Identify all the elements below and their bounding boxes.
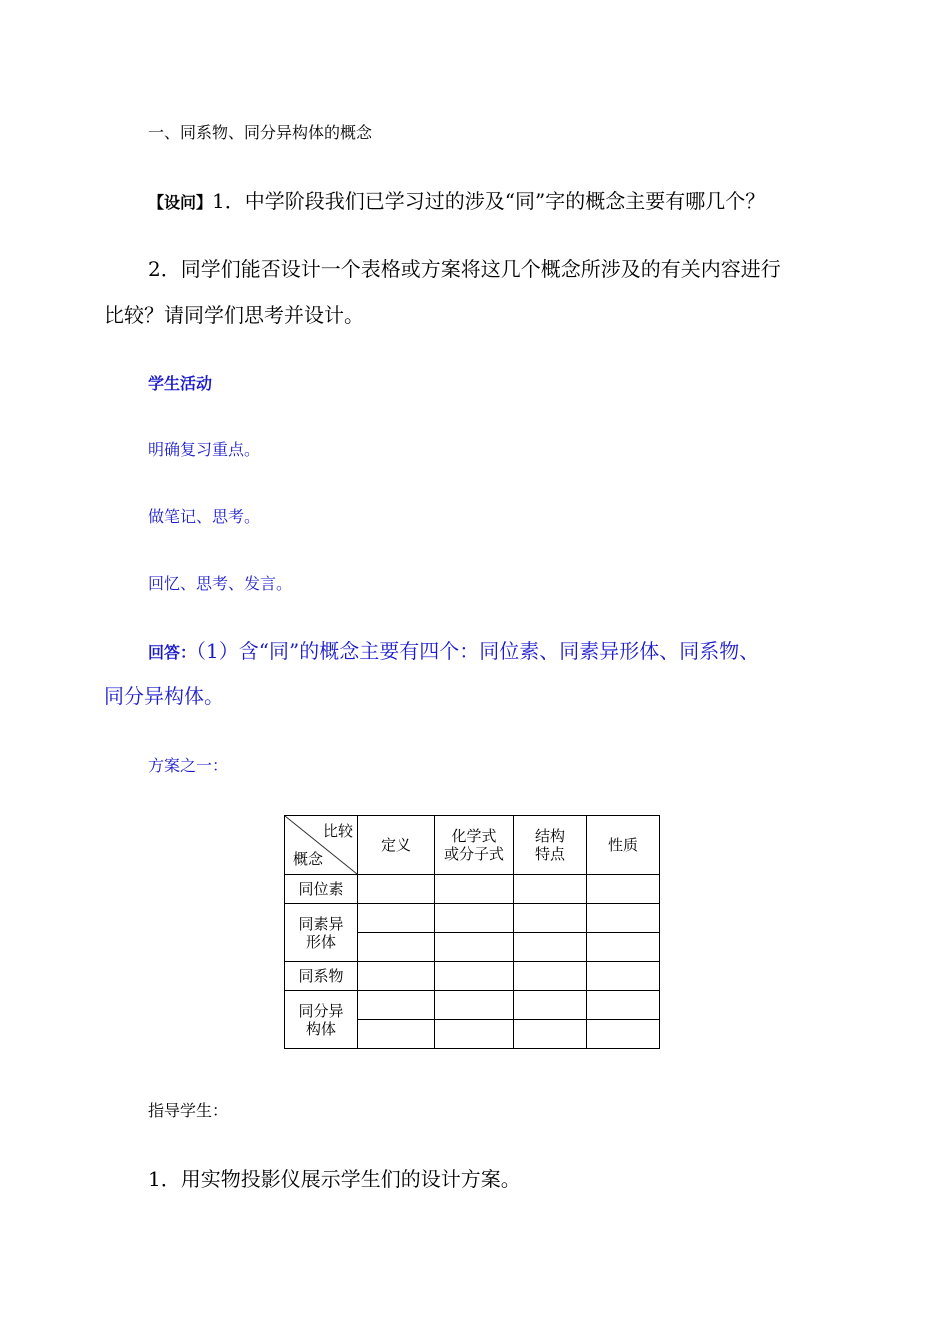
row-label-isotope: 同位素: [285, 875, 358, 904]
corner-top-label: 比较: [322, 822, 353, 840]
table-cell: [435, 991, 514, 1020]
guide-label: 指导学生：: [148, 1101, 229, 1120]
column-header-property: 性质: [587, 816, 660, 875]
column-header-structure: 结构 特点: [514, 816, 587, 875]
table-cell: [435, 1020, 514, 1049]
table-cell: [587, 991, 660, 1020]
table-cell: [514, 962, 587, 991]
row-label-isomer: 同分异 构体: [285, 991, 358, 1049]
activity-title: 学生活动: [148, 374, 213, 393]
activity-item-3: 回忆、思考、发言。: [148, 574, 293, 593]
table-cell: [358, 962, 435, 991]
question-1-text: 1．中学阶段我们已学习过的涉及“同”字的概念主要有哪几个？: [212, 189, 766, 213]
section-heading: 一、同系物、同分异构体的概念: [148, 123, 373, 142]
question-1: [148, 185, 765, 214]
table-cell: [514, 904, 587, 933]
table-row: [285, 991, 660, 1020]
table-cell: [435, 875, 514, 904]
plan-label: 方案之一：: [148, 756, 229, 775]
question-tag: 【设问】: [148, 193, 213, 212]
row-label-allotrope: 同素异 形体: [285, 904, 358, 962]
table-cell: [435, 933, 514, 962]
corner-bottom-label: 概念: [293, 850, 324, 868]
table-row: [285, 875, 660, 904]
table-cell: [358, 933, 435, 962]
table-cell: [358, 991, 435, 1020]
answer-line-2: 同分异构体。: [104, 684, 224, 708]
table-cell: [514, 991, 587, 1020]
table-cell: [435, 962, 514, 991]
comparison-table: [284, 815, 660, 1049]
guide-item-1: 1．用实物投影仪展示学生们的设计方案。: [148, 1167, 521, 1191]
table-cell: [358, 904, 435, 933]
table-cell: [587, 875, 660, 904]
table-cell: [358, 1020, 435, 1049]
table-cell: [435, 904, 514, 933]
table-corner-cell: [285, 816, 358, 875]
table-cell: [358, 875, 435, 904]
question-2-line-2: 比较？请同学们思考并设计。: [104, 303, 364, 327]
table-cell: [514, 875, 587, 904]
table-row: [285, 904, 660, 933]
table-cell: [587, 962, 660, 991]
answer-text-1: （1）含“同”的概念主要有四个：同位素、同素异形体、同系物、: [196, 639, 760, 663]
question-2-line-1: 2．同学们能否设计一个表格或方案将这几个概念所涉及的有关内容进行: [148, 257, 781, 281]
activity-item-1: 明确复习重点。: [148, 440, 261, 459]
activity-item-2: 做笔记、思考。: [148, 507, 261, 526]
row-label-homolog: 同系物: [285, 962, 358, 991]
table-cell: [587, 904, 660, 933]
column-header-formula: 化学式 或分子式: [435, 816, 514, 875]
answer-tag: 回答：: [148, 643, 197, 662]
table-header-row: [285, 816, 660, 875]
column-header-definition: 定义: [358, 816, 435, 875]
answer-line-1: [148, 635, 759, 664]
table-cell: [514, 933, 587, 962]
table-cell: [587, 933, 660, 962]
table-cell: [587, 1020, 660, 1049]
table-row: [285, 962, 660, 991]
table-cell: [514, 1020, 587, 1049]
